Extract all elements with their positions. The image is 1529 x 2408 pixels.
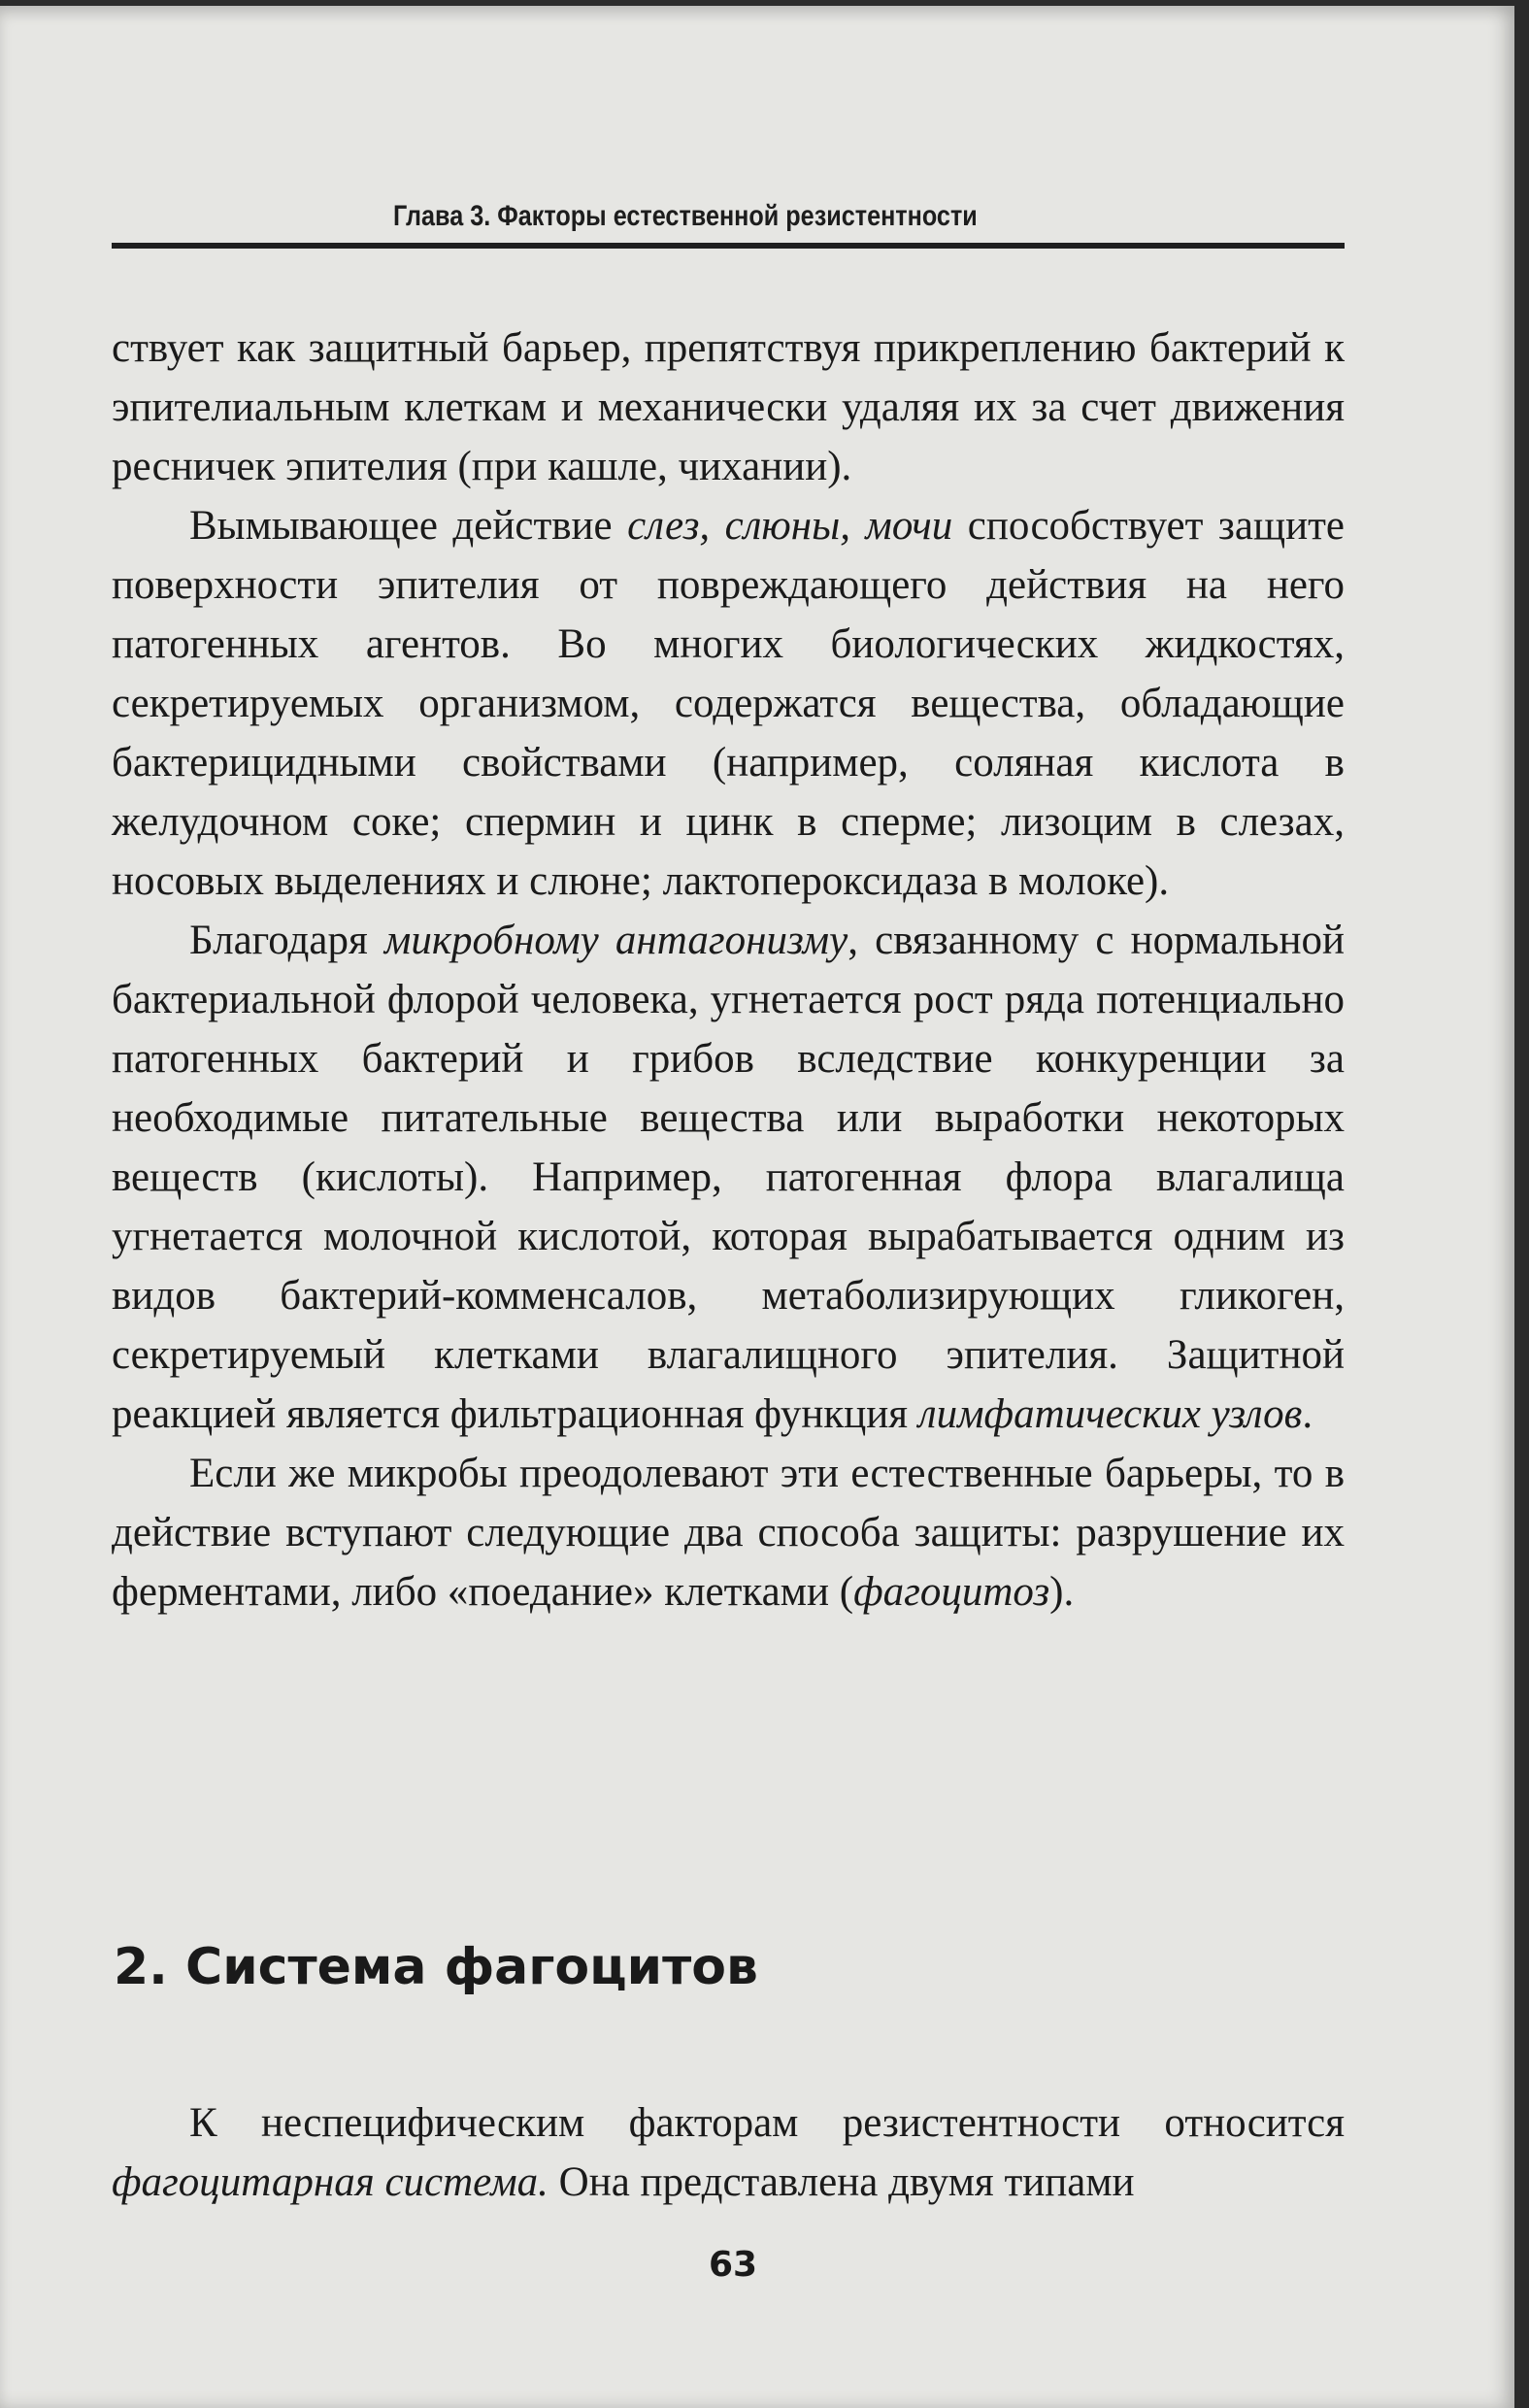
italic-term: фагоцитарная система.	[112, 2159, 548, 2205]
italic-term: слез, слюны, мочи	[627, 503, 953, 549]
text-segment: способствует защите поверхности эпителия от повреждающего действия на него патогенных агентов. Во многих биологических жидкостях, секретируемых организмом, содержатся вещества, обладающие бактерицидными свойствами (например, соляная кислота в желудочном соке; спермин и цинк в сперме; лизоцим в слезах, носовых выделениях и слюне; лактопероксидаза в молоке).	[112, 503, 1345, 904]
text-segment: К неспецифическим факторам резистентности относится	[189, 2100, 1345, 2146]
paragraph	[112, 2093, 1345, 2212]
running-header	[112, 198, 1345, 249]
section-heading: 2. Система фагоцитов	[114, 1938, 758, 1996]
text-segment: Если же микробы преодолевают эти естественные барьеры, то в действие вступают следующие два способа защиты: разрушение их ферментами, либо «поедание» клетками (	[112, 1451, 1345, 1615]
paragraph	[112, 318, 1345, 496]
section-body-text	[112, 2093, 1345, 2212]
paragraph	[112, 911, 1345, 1444]
text-segment: Благодаря	[189, 918, 384, 963]
text-segment: .	[1302, 1391, 1313, 1437]
running-head-title: Глава 3. Факторы естественной резистентности	[393, 200, 978, 232]
paragraph	[112, 496, 1345, 911]
text-segment: ствует как защитный барьер, препятствуя прикреплению бактерий к эпителиальным клеткам и механически удаляя их за счет движения ресничек эпителия (при кашле, чихании).	[112, 325, 1345, 489]
text-segment: Вымывающее действие	[189, 503, 628, 549]
book-page	[0, 6, 1514, 2408]
body-text	[112, 318, 1345, 1622]
italic-term: фагоцитоз	[853, 1569, 1050, 1615]
italic-term: микробному антагонизму	[383, 918, 848, 963]
page-number: 63	[708, 2245, 758, 2285]
text-segment: ).	[1049, 1569, 1075, 1615]
text-segment: , связанному с нормальной бактериальной флорой человека, угнетается рост ряда потенциально патогенных бактерий и грибов вследствие конкуренции за необходимые питательные вещества или выработки некоторых веществ (кислоты). Например, патогенная флора влагалища угнетается молочной кислотой, которая вырабатывается одним из видов бактерий-комменсалов, метаболизирующих гликоген, секретируемый клетками влагалищного эпителия. Защитной реакцией является фильтрационная функция	[112, 918, 1345, 1437]
italic-term: лимфатических узлов	[917, 1391, 1303, 1437]
paragraph	[112, 1444, 1345, 1622]
text-segment: Она представлена двумя типами	[548, 2159, 1135, 2205]
